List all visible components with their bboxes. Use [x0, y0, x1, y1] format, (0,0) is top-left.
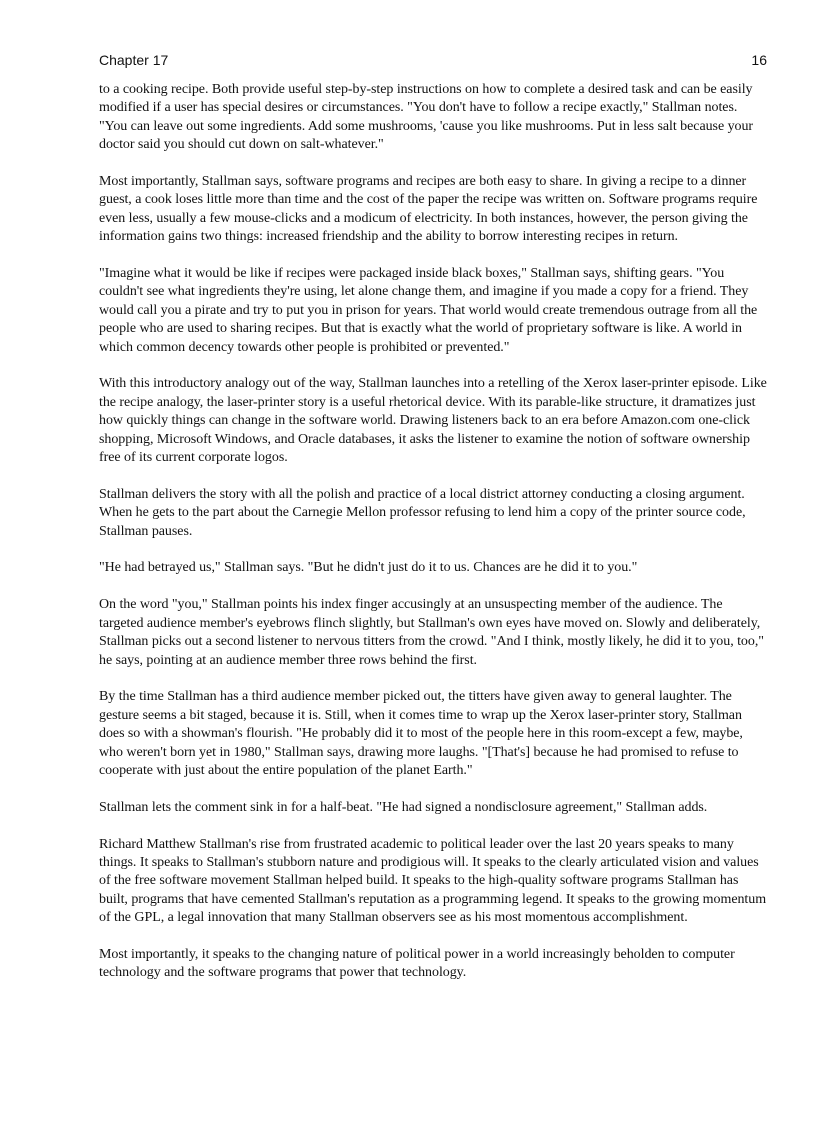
paragraph: Most importantly, it speaks to the changing nature of political power in a world increasingly beholden to computer technology and the software programs that power that technology.	[99, 946, 735, 981]
paragraph: Stallman lets the comment sink in for a half-beat. "He had signed a nondisclosure agreement," Stallman adds.	[99, 799, 708, 815]
page-header	[99, 52, 767, 81]
paragraph: "He had betrayed us," Stallman says. "But he didn't just do it to us. Chances are he did it to you."	[99, 560, 638, 576]
paragraph: Most importantly, Stallman says, software programs and recipes are both easy to share. In giving a recipe to a dinner guest, a cook loses little more than time and the cost of the paper the recipe was written on. Software programs require even less, usually a few mouse-clicks and a modicum of electricity. In both instances, however, the person giving the information gains two things: increased friendship and the ability to borrow interesting recipes in return.	[99, 174, 758, 245]
body-text	[99, 81, 767, 983]
paragraph: "Imagine what it would be like if recipes were packaged inside black boxes," Stallman says, shifting gears. "You couldn't see what ingredients they're using, let alone change them, and imagine if you made a copy for a friend. They would call you a pirate and try to put you in prison for years. That world would create tremendous outrage from all the people who are used to sharing recipes. But that is exactly what the world of proprietary software is like. A world in which common decency towards other people is prohibited or prevented."	[99, 266, 758, 355]
paragraph: Stallman delivers the story with all the polish and practice of a local district attorney conducting a closing argument. When he gets to the part about the Carnegie Mellon professor refusing to lend him a copy of the printer source code, Stallman pauses.	[99, 486, 746, 539]
document-page	[99, 52, 767, 1001]
chapter-title: Chapter 17	[99, 52, 169, 68]
page-number: 16	[751, 52, 767, 68]
paragraph: Richard Matthew Stallman's rise from frustrated academic to political leader over the last 20 years speaks to many things. It speaks to Stallman's stubborn nature and prodigious will. It speaks to the clearly articulated vision and values of the free software movement Stallman helped build. It speaks to the high-quality software programs Stallman has built, programs that have cemented Stallman's reputation as a programming legend. It speaks to the growing momentum of the GPL, a legal innovation that many Stallman observers see as his most momentous accomplishment.	[99, 836, 767, 926]
paragraph: to a cooking recipe. Both provide useful step-by-step instructions on how to complete a desired task and can be easily modified if a user has special desires or circumstances. "You don't have to follow a recipe exactly," Stallman notes. "You can leave out some ingredients. Add some mushrooms, 'cause you like mushrooms. Put in less salt because your doctor said you should cut down on salt-whatever."	[99, 82, 754, 153]
paragraph: With this introductory analogy out of the way, Stallman launches into a retelling of the Xerox laser-printer episode. Like the recipe analogy, the laser-printer story is a useful rhetorical device. With its parable-like structure, it dramatizes just how quickly things can change in the software world. Drawing listeners back to an era before Amazon.com one-click shopping, Microsoft Windows, and Oracle databases, it asks the listener to examine the notion of software ownership free of its current corporate logos.	[99, 376, 767, 466]
paragraph: By the time Stallman has a third audience member picked out, the titters have given away to general laughter. The gesture seems a bit staged, because it is. Still, when it comes time to wrap up the Xerox laser-printer story, Stallman does so with a showman's flourish. "He probably did it to most of the people here in this room-except a few, maybe, who weren't born yet in 1980," Stallman says, drawing more laughs. "[That's] because he had promised to refuse to cooperate with just about the entire population of the planet Earth."	[99, 689, 743, 778]
paragraph: On the word "you," Stallman points his index finger accusingly at an unsuspecting member of the audience. The targeted audience member's eyebrows flinch slightly, but Stallman's own eyes have moved on. Slowly and deliberately, Stallman picks out a second listener to nervous titters from the crowd. "And I think, mostly likely, he did it to you, too," he says, pointing at an audience member three rows behind the first.	[99, 597, 764, 668]
